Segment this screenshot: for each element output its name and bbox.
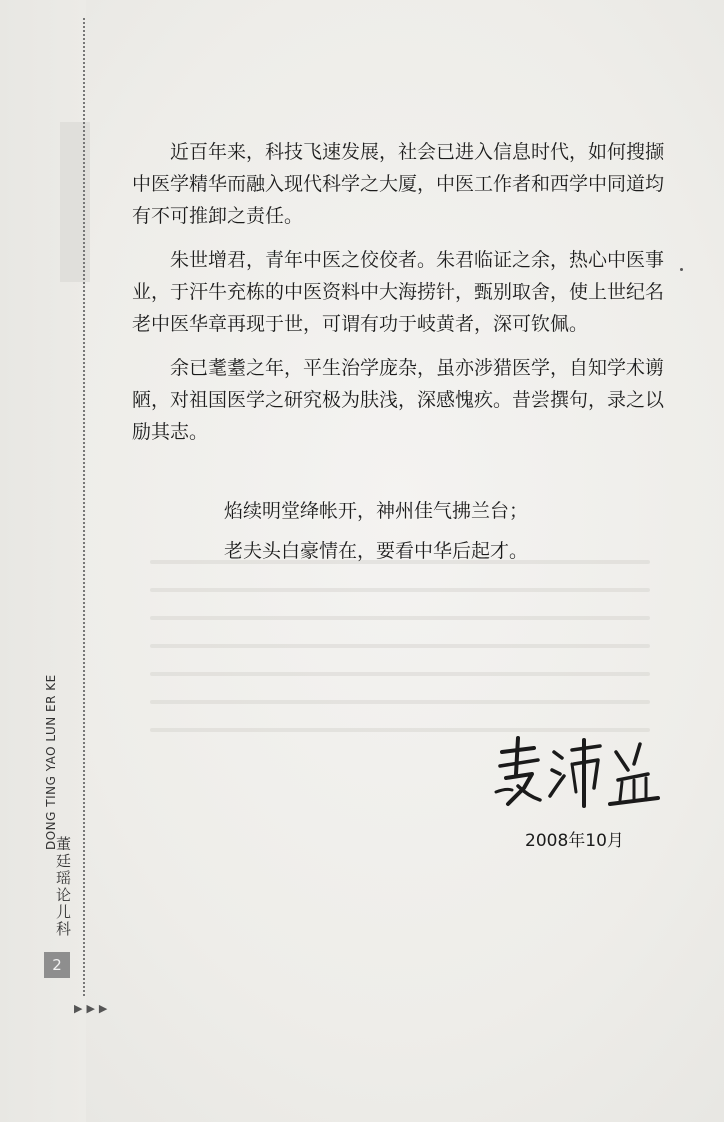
paragraph-1: 近百年来，科技飞速发展，社会已进入信息时代，如何搜撷中医学精华而融入现代科学之大厦，中医工作者和西学中同道均有不可推卸之责任。 [132,141,665,227]
show-through-lines [150,560,650,756]
dotted-margin-rule [83,18,85,996]
running-head-english: DONG TING YAO LUN ER KE [44,674,58,850]
stray-dot [680,268,683,271]
show-through-block [60,122,90,282]
date-line: 2008年10月 [525,831,624,851]
page-number: 2 [44,952,70,978]
poem-line-2: 老夫头白豪情在，要看中华后起才。 [224,540,529,562]
handwritten-signature [488,730,668,820]
preface-body [132,136,672,460]
poem-line-1: 焰续明堂绛帐开，神州佳气拂兰台； [224,500,529,522]
arrow-marks: ▶▶▶ [74,1002,112,1015]
paragraph-3: 余已耄耋之年，平生治学庞杂，虽亦涉猎医学，自知学术谫陋，对祖国医学之研究极为肤浅，深感愧疚。昔尝撰句，录之以励其志。 [132,357,665,443]
paragraph-2: 朱世增君，青年中医之佼佼者。朱君临证之余，热心中医事业，于汗牛充栋的中医资料中大海捞针，甄别取舍，使上世纪名老中医华章再现于世，可谓有功于岐黄者，深可钦佩。 [132,249,665,335]
running-head-chinese: 董廷瑶论儿科 [54,836,72,938]
